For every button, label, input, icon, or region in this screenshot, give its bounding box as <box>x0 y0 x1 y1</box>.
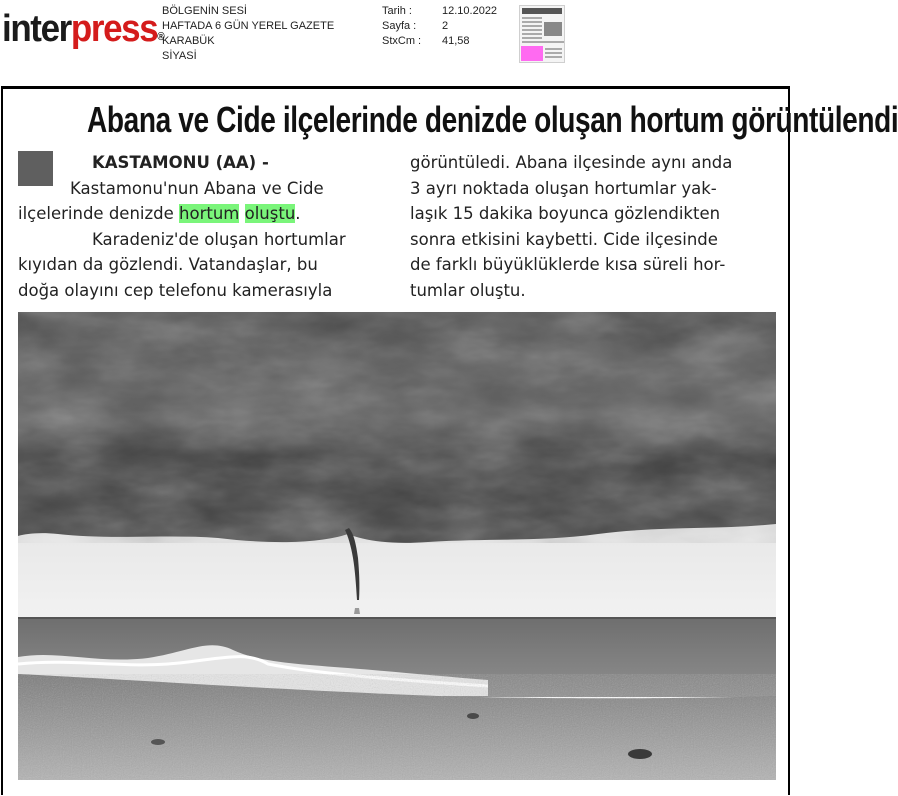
article-line: 3 ayrı noktada oluşan hortumlar yak- <box>410 178 717 198</box>
waterspout-photo <box>18 312 776 780</box>
thumbnail-line <box>545 52 562 54</box>
article-line: doğa olayını cep telefonu kamerasıyla <box>18 280 333 300</box>
meta-stxcm-value: 41,58 <box>442 35 470 47</box>
article-line: de farklı büyüklüklerde kısa süreli hor- <box>410 255 726 274</box>
publication-frequency: HAFTADA 6 GÜN YEREL GAZETE <box>162 20 335 32</box>
publication-name: BÖLGENİN SESİ <box>162 5 247 17</box>
thumbnail-clip-highlight <box>521 46 543 61</box>
meta-date-value: 12.10.2022 <box>442 5 498 17</box>
logo-registered-mark: ® <box>157 31 164 43</box>
thumbnail-line <box>522 33 542 35</box>
highlighted-keyword: hortum <box>179 204 240 223</box>
article-line: tumlar oluştu. <box>410 280 526 300</box>
meta-page-row <box>382 19 497 34</box>
article-dateline: KASTAMONU (AA) - <box>92 153 269 172</box>
highlighted-keyword: oluştu <box>244 204 296 223</box>
page-thumbnail[interactable] <box>519 5 565 63</box>
article-headline: Abana ve Cide ilçelerinde denizde oluşan hortum görüntülendi <box>87 99 898 140</box>
logo-inter-text: inter <box>2 8 71 50</box>
article-line: laşık 15 dakika boyunca gözlendikten <box>410 204 721 223</box>
meta-date-row <box>382 4 497 19</box>
article-line <box>18 201 390 227</box>
article-line: kıyıdan da gözlendi. Vatandaşlar, bu <box>18 255 318 274</box>
thumbnail-line <box>522 37 542 39</box>
meta-page-value: 2 <box>442 20 449 32</box>
article-column-right <box>410 150 780 303</box>
waterspout-photo-graphic <box>18 312 776 780</box>
thumbnail-line <box>522 29 542 31</box>
article-line: sonra etkisini kaybetti. Cide ilçesinde <box>410 229 718 249</box>
article-line: görüntüledi. Abana ilçesinde aynı anda <box>410 153 733 172</box>
article-line: Kastamonu'nun Abana ve Cide <box>70 178 324 198</box>
thumbnail-line <box>522 17 542 19</box>
logo-press-text: press <box>70 8 158 50</box>
article-text <box>239 204 244 223</box>
meta-stxcm-label: StxCm : <box>382 35 422 47</box>
thumbnail-line <box>522 25 542 27</box>
thumbnail-line <box>522 21 542 23</box>
article-column-left <box>18 150 390 303</box>
meta-stxcm-row <box>382 34 497 49</box>
article-text: . <box>295 204 301 223</box>
thumbnail-masthead <box>522 8 562 14</box>
meta-date-label: Tarih : <box>382 5 412 17</box>
thumbnail-line <box>522 41 564 43</box>
publication-city: KARABÜK <box>162 35 215 47</box>
clipping-meta <box>382 4 497 49</box>
article-text: ilçelerinde denizde <box>18 204 180 223</box>
thumbnail-line <box>545 56 562 58</box>
publication-info <box>162 4 334 64</box>
interpress-logo <box>2 4 163 54</box>
thumbnail-image <box>544 22 562 36</box>
publication-section: SİYASİ <box>162 50 197 62</box>
thumbnail-line <box>545 48 562 50</box>
meta-page-label: Sayfa : <box>382 20 417 32</box>
article-line: Karadeniz'de oluşan hortumlar <box>92 229 346 249</box>
